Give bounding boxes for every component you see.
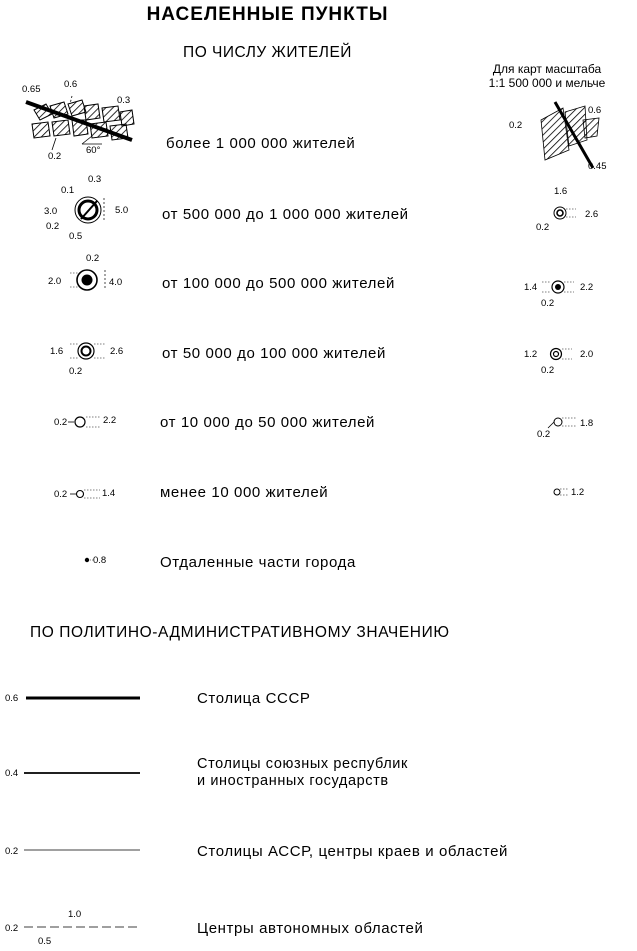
admin-label-line2: и иностранных государств — [197, 773, 389, 789]
dim-label: 0.8 — [93, 555, 107, 566]
small-scale-note — [462, 62, 632, 90]
line-sample-autonomous-centers — [24, 923, 142, 931]
dim-label: 0.3 — [117, 95, 131, 106]
line-width-label: 0.2 — [5, 923, 19, 934]
dim-label: 1.2 — [524, 349, 538, 360]
population-label: Отдаленные части города — [160, 554, 356, 571]
city-circle-symbol-10k — [68, 414, 108, 430]
line-sample-republic-capitals — [24, 769, 142, 777]
line-width-label: 0.6 — [5, 693, 19, 704]
dim-label: 5.0 — [115, 205, 129, 216]
dim-label: 2.0 — [48, 276, 62, 287]
population-label: менее 10 000 жителей — [160, 484, 329, 501]
small-scale-note-line1: Для карт масштаба — [492, 62, 602, 76]
city-circle-symbol-50k — [68, 340, 112, 364]
dim-label: 0.2 — [46, 221, 60, 232]
dim-label: 1.8 — [580, 418, 594, 429]
admin-section-title: ПО ПОЛИТИНО-АДМИНИСТРАТИВНОМУ ЗНАЧЕНИЮ — [30, 624, 450, 641]
admin-label — [197, 756, 408, 790]
dash-length-label: 1.0 — [68, 909, 82, 920]
line-sample-ussr-capital — [26, 694, 142, 702]
dim-label: 0.1 — [61, 185, 75, 196]
dim-label: 0.2 — [541, 298, 555, 309]
population-label: от 50 000 до 100 000 жителей — [162, 345, 386, 362]
population-label: более 1 000 000 жителей — [166, 135, 356, 152]
population-label: от 10 000 до 50 000 жителей — [160, 414, 376, 431]
city-circle-symbol-100k — [72, 266, 112, 296]
population-subtitle: ПО ЧИСЛУ ЖИТЕЛЕЙ — [183, 44, 352, 61]
dim-label: 0.2 — [536, 222, 550, 233]
line-width-label: 0.4 — [5, 768, 19, 779]
dim-label: 1.6 — [554, 186, 568, 197]
dim-label: 2.0 — [580, 349, 594, 360]
admin-label: Столица СССР — [197, 690, 311, 707]
gap-length-label: 0.5 — [38, 936, 52, 947]
line-sample-assr-capitals — [24, 846, 142, 854]
dim-label: 2.6 — [585, 209, 599, 220]
population-label: от 500 000 до 1 000 000 жителей — [162, 206, 409, 223]
admin-label-line1: Столицы союзных республик — [197, 756, 408, 772]
dim-label: 1.6 — [50, 346, 64, 357]
city-circle-symbol-50k-small — [542, 344, 578, 364]
dim-label: 0.2 — [509, 120, 523, 131]
page-title: НАСЕЛЕННЫЕ ПУНКТЫ — [146, 4, 389, 25]
dim-label: 0.65 — [22, 84, 41, 95]
city-circle-symbol-500k — [70, 192, 110, 232]
admin-label: Центры автономных областей — [197, 920, 424, 937]
dim-label: 2.2 — [103, 415, 117, 426]
dim-label: 0.5 — [69, 231, 83, 242]
city-circle-symbol-500k-small — [550, 203, 580, 223]
dim-label: 0.2 — [54, 489, 68, 500]
dim-label: 0.2 — [54, 417, 68, 428]
dim-label: 1.2 — [571, 487, 585, 498]
admin-label: Столицы АССР, центры краев и областей — [197, 843, 509, 860]
dim-label: 0.2 — [69, 366, 83, 377]
line-width-label: 0.2 — [5, 846, 19, 857]
dim-label: 0.2 — [537, 429, 551, 440]
angle-label: 60° — [86, 145, 101, 156]
dim-label: 0.6 — [588, 105, 602, 116]
population-label: от 100 000 до 500 000 жителей — [162, 275, 395, 292]
dim-label: 0.45 — [588, 161, 607, 172]
dim-label: 0.2 — [86, 253, 100, 264]
dim-label: 0.6 — [64, 79, 78, 90]
dim-label: 2.2 — [580, 282, 594, 293]
dim-label: 0.2 — [541, 365, 555, 376]
dim-label: 3.0 — [44, 206, 58, 217]
dim-label: 0.2 — [48, 151, 62, 162]
city-circle-symbol-100k-small — [548, 278, 578, 298]
dim-label: 0.3 — [88, 174, 102, 185]
small-scale-note-line2: 1:1 500 000 и мельче — [488, 76, 606, 90]
dim-label: 1.4 — [524, 282, 538, 293]
city-circle-symbol-small-town — [70, 487, 104, 501]
dim-label: 4.0 — [109, 277, 123, 288]
dim-label: 1.4 — [102, 488, 116, 499]
dim-label: 2.6 — [110, 346, 124, 357]
